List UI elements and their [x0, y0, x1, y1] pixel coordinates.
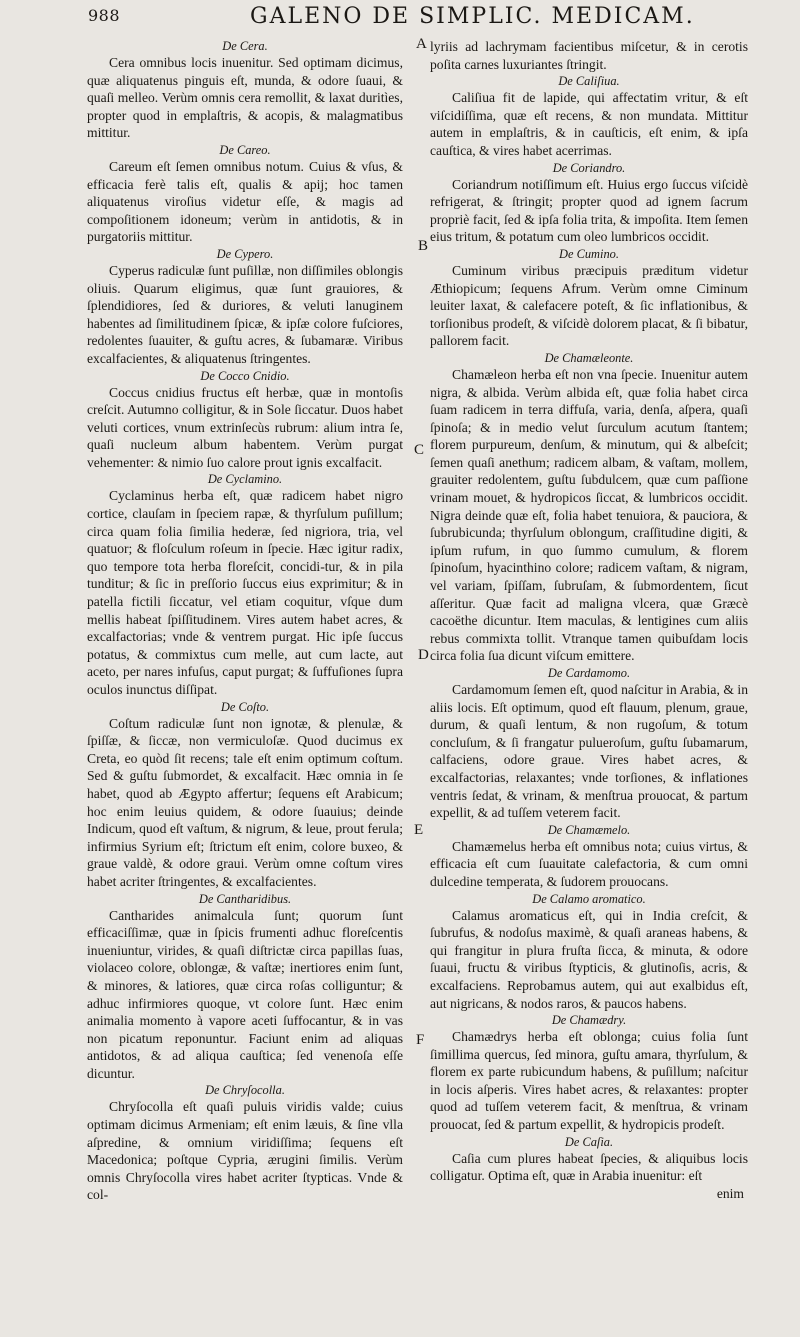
left-column	[87, 38, 403, 1204]
margin-marker-c: C	[414, 442, 425, 458]
entry-text: Coccus cnidius fructus eſt herbæ, quæ in montoſis creſcit. Autumno colligitur, & in Sole ſiccatur. Duos habet veluti cortices, vnum extrinſecùs rubrum: alium intra ſe, quaſi nucleum album habentem. Verùm purgat vehementer: & nimio ſuo calore prout ignis excalfacit.	[87, 384, 403, 470]
page-number: 988	[88, 6, 121, 25]
catchword: enim	[716, 1185, 744, 1201]
entry-text: Coſtum radiculæ ſunt non ignotæ, & plenulæ, & ſpiſſæ, & ſiccæ, non vermiculoſæ. Quod ducimus ex Creta, eo quòd ſit recens; tale eſt enim optimum coſtum. Sed & guſtu ſubmordet, & excalfacit. Hæc omnia in ſe habet, quod ab Ægypto affertur; ſequens eſt Arabicum; hoc enim leuius quidem, & odore ſuauius; deinde Indicum, quod eſt vaſtum, & nigrum, & leue, prout ferula; infirmius Syrium eſt; ſtrictum eſt enim, colore buxeo, & graue valdè, & odore graui. Verùm omne coſtum vires habet acriter ſtringentes, & excalfacientes.	[87, 715, 403, 889]
entry-heading: De Chamæmelo.	[547, 822, 631, 837]
entry-text: Cyperus radiculæ ſunt puſillæ, non diſſimiles oblongis oliuis. Quarum eligimus, quæ ſunt grauiores, & ſplendidiores, ſed & duriores, & veluti lanuginem habentes ad ſimilitudinem ſpicæ, & ipſæ colore fuſciores, redolentes ſuauiter, & guſtu acres, & ſubamaræ. Viribus excalfacientes, & aliquatenus ſtringentes.	[87, 262, 403, 366]
entry-text: Chamæmelus herba eſt omnibus nota; cuius virtus, & efficacia eſt cum ſuauitate calefactoria, & cum omni dulcedine temperata, & ſudorem prouocans.	[430, 838, 748, 889]
entry-text: Coriandrum notiſſimum eſt. Huius ergo ſuccus viſcidè refrigerat, & ſtringit; propter quod ad ignem ſacrum propriè facit, ſed & ipſa folia trita, & impoſita. Item ſemen eius tritum, & potatum cum oleo lumbricos occidit.	[430, 176, 748, 245]
entry-text: Calamus aromaticus eſt, qui in India creſcit, & ſubrufus, & nodoſus maximè, & quaſi araneas habens, & qui frangitur in plura fruſta ſicca, & minuta, & odore ſuaui, fructu & viribus ſtypticis, & glutinoſis, acris, & excalfaciens. Reprobamus autem, qui aut exalbidus eſt, aut nigricans, & nodos raros, & paucos habens.	[430, 907, 748, 1011]
margin-marker-e: E	[414, 822, 424, 838]
entry-heading: De Calamo aromatico.	[532, 891, 646, 906]
entry-text: Chamædrys herba eſt oblonga; cuius folia ſunt ſimillima quercus, ſed minora, guſtu amara, thyrſulum, & florem ex parte rubicundum habens, & puſillum; naſcitur in locis aſperis. Vires habet acres, & relaxantes: propter quod ad tuſſem veterem facit, & menſtrua, & vrinam prouocat, ſed & partum expellit, & hydropicis prodeſt.	[430, 1029, 748, 1133]
entry-heading: De Caſia.	[564, 1134, 614, 1149]
right-entry	[430, 246, 748, 350]
margin-marker-f: F	[416, 1032, 425, 1048]
left-entry	[87, 142, 403, 246]
entry-heading: De Cyclamino.	[207, 472, 283, 487]
entry-text: Cantharides animalcula ſunt; quorum ſunt efficaciſſimæ, quæ in ſpicis frumenti adhuc floreſcentis inueniuntur, virides, & quaſi diſtrictæ circa papillas ſuas, violaceo colore, oblongæ, & vaſtæ; inertiores enim ſunt, & minores, & latiores, quæ circa roſas colliguntur; & adhuc infirmiores quoque, vt colore ſunt. Hæc enim animalia momento à vapore aceti ſuffocantur, & in vas non picatum reponuntur. Faciunt enim ad aliquas antidotos, & ad aliqua cauſtica; ſed venenoſa eſſe dicuntur.	[87, 907, 403, 1081]
entry-heading: De Cantharidibus.	[198, 891, 292, 906]
left-entry	[87, 246, 403, 368]
entry-text: Cuminum viribus præcipuis præditum videtur Æthiopicum; ſequens Afrum. Verùm omne Ciminum leuiter laxat, & calefacere poteſt, & ſic inflationibus, & torſionibus prodeſt, & viſcidè dolorem placat, & ſi bibatur, pallorem facit.	[430, 262, 748, 349]
right-entry	[430, 891, 748, 1013]
right-entry	[430, 38, 748, 73]
margin-marker-d: D	[418, 647, 429, 663]
right-entry	[430, 73, 748, 159]
right-entry	[430, 665, 748, 822]
entry-heading: De Cypero.	[216, 246, 274, 261]
entry-text: Careum eſt ſemen omnibus notum. Cuius & vſus, & efficacia ferè talis eſt, qualis & apij; hoc tamen aliquatenus viroſius videtur eſſe, & magis ad compoſitionem idoneum; verùm in antidotis, & in purgatoriis mittitur.	[87, 158, 403, 245]
entry-heading: De Chamædry.	[551, 1013, 627, 1028]
entry-text: Caſia cum plures habeat ſpecies, & aliquibus locis colligatur. Optima eſt, quæ in Arabia inuenitur: eſt	[430, 1150, 748, 1184]
right-entry	[430, 822, 748, 891]
left-entry	[87, 699, 403, 891]
entry-heading: De Caliſiua.	[558, 74, 620, 89]
margin-marker-b: B	[418, 238, 429, 254]
entry-text: Chryſocolla eſt quaſi puluis viridis valde; cuius optimam dicimus Armeniam; eſt enim læuis, & ſine vlla aſpredine, & omnium viridiſſima; ſequens eſt Macedonica; poſtque Cypria, ærugini ſimilis. Verùm omnis Chryſocolla vires habet acriter ſtypticas. Vnde & col-	[87, 1099, 403, 1203]
right-column	[430, 38, 748, 1202]
running-title: GALENO DE SIMPLIC. MEDICAM.	[250, 4, 695, 29]
entry-text: Cyclaminus herba eſt, quæ radicem habet nigro cortice, clauſam in ſpeciem rapæ, & thyrſulum puſillum; circa quam folia ſimilia hederæ, ſed nigriora, tria, vel quatuor; & floſculum roſeum in ſpecie. Hæc igitur radix, quo tempore tota herba floreſcit, concidi-tur, & in pila tunditur; & ſic in preſſorio ſuccus eius exprimitur; & in patella fictili ſiccatur, vel etiam coquitur, vſque dum mellis habeat ſpiſſitudinem. Vires autem habet acres, & excalfactorias; vnde & ventrem purgat. Hic ipſe ſuccus potatus, & commixtus cum melle, aut cum lacte, aut aceto, per nares infuſus, caput purgat; & ſuffuſiones ſupra oculos inunctus diſſipat.	[87, 488, 403, 697]
left-entry	[87, 38, 403, 142]
entry-heading: De Cardamomo.	[547, 666, 631, 680]
right-entry	[430, 1134, 748, 1185]
margin-marker-a: A	[416, 36, 427, 52]
left-entry	[87, 891, 403, 1083]
entry-text: Cardamomum ſemen eſt, quod naſcitur in Arabia, & in aliis locis. Eſt optimum, quod eſt flauum, plenum, graue, durum, & quaſi lentum, & non rugoſum, & totum concluſum, & ſi frangatur pulueroſum, guſtu ſubamarum, calfaciens, odore graue. Vires habet acres, & excalfactorias, relaxantes; vnde torſiones, & inflationes ventris ſedat, & vrinam, & menſtrua prouocat, & partum expellit, & ad tuſſem veterem facit.	[430, 682, 748, 821]
entry-text: Chamæleon herba eſt non vna ſpecie. Inuenitur autem nigra, & albida. Verùm albida eſt, quæ folia habet circa ſuam radicem in terra diffuſa, varia, denſa, aſpera, quaſi ſpinoſa; & in medio velut ſurculum acutum ſtantem; florem purpureum, denſum, & minutum, qui & albeſcit; ſemen quaſi anethum; radicem albam, & vaſtam, mollem, grauiter redolentem, guſtu ſubdulcem, quæ cum paſſione vrinam mouet, & hydropicos ſiccat, & lumbricos occidit. Nigra deinde quæ eſt, folia habet tenuiora, & pauciora, & ſubrubicunda; thyrſulum oblongum, craſſitudine digiti, & ipſum rufum, in quo ſummo cumulum, & florem ſpinoſum, hyacinthino colore; radicem vaſtam, & nigram, vel variam, ſpiſſam, ſubruſam, & ſubmordentem, ſicut aſſeritur. Quæ facit ad maligna vlcera, quæ Græcè cacoëthe dicuntur. Item maculas, & lentigines cum aliis rebus commixta tollit. Vtranque tamen quibuſdam locis circa folia ſua dicunt viſcum emittere.	[430, 366, 748, 664]
entry-heading: De Cumino.	[559, 246, 619, 261]
entry-heading: De Coſto.	[220, 699, 270, 714]
right-entry	[430, 350, 748, 665]
entry-heading: De Cocco Cnidio.	[200, 368, 290, 383]
entry-text: Cera omnibus locis inuenitur. Sed optimam dicimus, quæ aliquatenus pinguis eſt, munda, & odore ſuaui, & quaſi melleo. Verùm omnis cera remollit, & laxat duritìes, propter quod in emplaſtris, & acopis, & malagmatibus mittitur.	[87, 55, 403, 141]
entry-heading: De Chryſocolla.	[205, 1083, 285, 1098]
entry-text: lyriis ad lachrymam facientibus miſcetur, & in cerotis poſita carnes luxuriantes ſtringit.	[430, 39, 748, 72]
left-entry	[87, 368, 403, 472]
entry-heading: De Chamæleonte.	[544, 350, 634, 365]
right-entry	[430, 1012, 748, 1134]
right-entry	[430, 160, 748, 246]
left-entry	[87, 471, 403, 698]
entry-heading: De Careo.	[219, 142, 271, 157]
entry-text: Caliſiua fit de lapide, qui affectatim vritur, & eſt viſcidiſſima, quæ eſt recens, & non mundata. Mittitur autem in emplaſtris, & in cauſticis, eſt enim, & ipſa cauſtica, & vires habet acerrimas.	[430, 90, 748, 158]
entry-heading: De Coriandro.	[552, 160, 626, 175]
left-entry	[87, 1082, 403, 1204]
entry-heading: De Cera.	[222, 39, 268, 53]
